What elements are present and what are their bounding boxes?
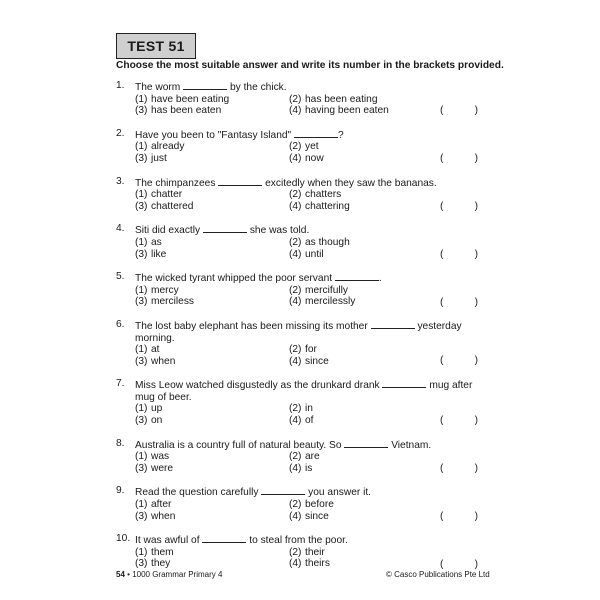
answer-option bbox=[289, 558, 439, 570]
option-number: (2) bbox=[289, 499, 302, 511]
answer-bracket[interactable] bbox=[440, 153, 478, 165]
option-text: on bbox=[151, 415, 163, 427]
answer-option bbox=[289, 237, 439, 249]
question-item bbox=[116, 176, 480, 213]
bracket-close: ) bbox=[474, 510, 478, 522]
answer-option bbox=[135, 511, 289, 523]
question-item bbox=[116, 223, 480, 260]
question-number: 3. bbox=[116, 175, 125, 187]
option-number: (2) bbox=[289, 344, 302, 356]
question-stem bbox=[135, 80, 480, 94]
question-stem bbox=[135, 176, 480, 190]
answer-option bbox=[289, 105, 439, 117]
bracket-open: ( bbox=[440, 153, 444, 165]
bracket-open: ( bbox=[440, 510, 444, 522]
bracket-close: ) bbox=[474, 200, 478, 212]
answer-option bbox=[289, 403, 439, 415]
answer-option bbox=[135, 463, 289, 475]
question-number: 4. bbox=[116, 223, 125, 235]
option-number: (3) bbox=[135, 558, 148, 570]
option-text: have been eating bbox=[151, 93, 230, 105]
option-number: (1) bbox=[135, 236, 148, 248]
bracket-close: ) bbox=[474, 463, 478, 475]
answer-bracket[interactable] bbox=[440, 559, 478, 571]
stem-text-before: The chimpanzees bbox=[135, 177, 216, 189]
option-number: (4) bbox=[289, 355, 302, 367]
option-text: has been eaten bbox=[151, 105, 222, 117]
option-text: has been eating bbox=[305, 93, 378, 105]
question-number: 7. bbox=[116, 378, 125, 390]
bracket-close: ) bbox=[474, 355, 478, 367]
bracket-open: ( bbox=[440, 296, 444, 308]
answer-options bbox=[135, 547, 480, 570]
answer-option bbox=[135, 201, 289, 213]
bracket-close: ) bbox=[474, 105, 478, 117]
option-number: (4) bbox=[289, 510, 302, 522]
answer-option bbox=[289, 249, 439, 261]
option-text: in bbox=[305, 403, 313, 415]
answer-option bbox=[289, 94, 439, 106]
bracket-close: ) bbox=[474, 296, 478, 308]
option-text: chatter bbox=[151, 189, 183, 201]
answer-options bbox=[135, 451, 480, 474]
question-item bbox=[116, 319, 480, 367]
question-list bbox=[116, 80, 480, 570]
answer-blank bbox=[202, 533, 246, 543]
question-stem bbox=[135, 271, 480, 285]
option-number: (3) bbox=[135, 355, 148, 367]
answer-blank bbox=[218, 176, 262, 186]
option-number: (4) bbox=[289, 105, 302, 117]
answer-option bbox=[135, 141, 289, 153]
question-stem bbox=[135, 533, 480, 547]
answer-blank bbox=[371, 319, 415, 329]
answer-options bbox=[135, 403, 480, 426]
bracket-open: ( bbox=[440, 248, 444, 260]
answer-blank bbox=[203, 223, 247, 233]
answer-blank bbox=[261, 485, 305, 495]
bracket-open: ( bbox=[440, 200, 444, 212]
option-number: (3) bbox=[135, 248, 148, 260]
answer-option bbox=[289, 511, 439, 523]
stem-text-continued: mug of beer. bbox=[135, 391, 192, 403]
option-text: chattered bbox=[151, 200, 194, 212]
answer-option bbox=[135, 344, 289, 356]
option-text: was bbox=[151, 451, 170, 463]
option-text: when bbox=[151, 510, 176, 522]
answer-option bbox=[135, 403, 289, 415]
option-text: already bbox=[151, 141, 185, 153]
option-number: (1) bbox=[135, 141, 148, 153]
stem-text-before: The worm bbox=[135, 82, 181, 93]
option-text: just bbox=[151, 152, 167, 164]
option-number: (3) bbox=[135, 510, 148, 522]
answer-option bbox=[135, 547, 289, 559]
option-text: at bbox=[151, 344, 160, 356]
stem-text-after: Vietnam. bbox=[391, 439, 432, 451]
bracket-open: ( bbox=[440, 414, 444, 426]
option-text: until bbox=[305, 248, 324, 260]
instruction-text: Choose the most suitable answer and write its number in the brackets provided. bbox=[116, 60, 504, 71]
option-text: is bbox=[305, 462, 313, 474]
option-text: chatters bbox=[305, 189, 342, 201]
answer-bracket[interactable] bbox=[440, 415, 478, 427]
answer-option bbox=[289, 201, 439, 213]
stem-text-after: . bbox=[378, 273, 382, 285]
answer-blank bbox=[183, 80, 227, 90]
option-number: (3) bbox=[135, 152, 148, 164]
option-text: chattering bbox=[305, 200, 350, 212]
bracket-open: ( bbox=[440, 355, 444, 367]
answer-option bbox=[135, 249, 289, 261]
stem-text-before: It was awful of bbox=[135, 535, 200, 547]
answer-option bbox=[135, 237, 289, 249]
option-number: (4) bbox=[289, 462, 302, 474]
question-number: 10. bbox=[116, 533, 131, 545]
answer-options bbox=[135, 499, 480, 522]
stem-text-before: Siti did exactly bbox=[135, 225, 201, 237]
option-text: mercilessly bbox=[305, 296, 356, 308]
option-text: for bbox=[305, 344, 317, 356]
option-number: (1) bbox=[135, 189, 148, 201]
option-text: them bbox=[151, 546, 174, 558]
answer-options bbox=[135, 285, 480, 308]
question-item bbox=[116, 128, 480, 165]
option-number: (1) bbox=[135, 499, 148, 511]
stem-text-continued: morning. bbox=[135, 332, 175, 344]
question-number: 6. bbox=[116, 318, 125, 330]
stem-text-after: excitedly when they saw the bananas. bbox=[265, 177, 437, 189]
question-number: 8. bbox=[116, 437, 125, 449]
option-text: having been eaten bbox=[305, 105, 389, 117]
bracket-open: ( bbox=[440, 105, 444, 117]
option-text: like bbox=[151, 248, 167, 260]
answer-option bbox=[289, 153, 439, 165]
bracket-close: ) bbox=[474, 248, 478, 260]
answer-bracket[interactable] bbox=[440, 249, 478, 261]
option-text: when bbox=[151, 355, 176, 367]
copyright-notice: © Casco Publications Pte Ltd bbox=[386, 570, 490, 579]
answer-option bbox=[289, 547, 439, 559]
book-title: 1000 Grammar Primary 4 bbox=[132, 570, 223, 579]
option-number: (1) bbox=[135, 344, 148, 356]
option-number: (4) bbox=[289, 248, 302, 260]
bracket-close: ) bbox=[474, 558, 478, 570]
option-text: their bbox=[305, 546, 325, 558]
answer-option bbox=[135, 105, 289, 117]
option-text: up bbox=[151, 403, 163, 415]
option-number: (2) bbox=[289, 546, 302, 558]
option-number: (3) bbox=[135, 415, 148, 427]
test-title: TEST 51 bbox=[127, 38, 185, 54]
answer-options bbox=[135, 189, 480, 212]
answer-blank bbox=[344, 438, 388, 448]
question-number: 2. bbox=[116, 127, 125, 139]
option-number: (1) bbox=[135, 93, 148, 105]
stem-text-before: Australia is a country full of natural beauty. So bbox=[135, 439, 342, 451]
bracket-close: ) bbox=[474, 153, 478, 165]
footer-bullet: • bbox=[127, 570, 130, 579]
option-text: as bbox=[151, 236, 162, 248]
question-stem bbox=[135, 485, 480, 499]
question-item bbox=[116, 378, 480, 426]
answer-option bbox=[289, 189, 439, 201]
answer-option bbox=[135, 356, 289, 368]
option-number: (4) bbox=[289, 296, 302, 308]
bracket-close: ) bbox=[474, 414, 478, 426]
option-number: (1) bbox=[135, 451, 148, 463]
question-stem bbox=[135, 223, 480, 237]
answer-option bbox=[289, 356, 439, 368]
option-text: were bbox=[151, 462, 174, 474]
answer-option bbox=[135, 153, 289, 165]
option-number: (2) bbox=[289, 451, 302, 463]
stem-text-after: to steal from the poor. bbox=[249, 535, 348, 547]
option-number: (2) bbox=[289, 93, 302, 105]
answer-bracket[interactable] bbox=[440, 463, 478, 475]
answer-option bbox=[289, 296, 439, 308]
footer-book-info bbox=[116, 570, 222, 579]
option-number: (2) bbox=[289, 189, 302, 201]
option-number: (1) bbox=[135, 546, 148, 558]
option-number: (2) bbox=[289, 141, 302, 153]
answer-bracket[interactable] bbox=[440, 511, 478, 523]
option-number: (4) bbox=[289, 558, 302, 570]
option-number: (3) bbox=[135, 296, 148, 308]
answer-blank bbox=[382, 378, 426, 388]
answer-options bbox=[135, 344, 480, 367]
stem-text-after: you answer it. bbox=[308, 487, 372, 499]
question-number: 5. bbox=[116, 271, 125, 283]
answer-option bbox=[289, 499, 439, 511]
option-text: mercy bbox=[151, 284, 179, 296]
answer-options bbox=[135, 237, 480, 260]
option-number: (4) bbox=[289, 415, 302, 427]
answer-option bbox=[135, 296, 289, 308]
answer-option bbox=[135, 415, 289, 427]
option-text: yet bbox=[305, 141, 319, 153]
option-number: (2) bbox=[289, 403, 302, 415]
question-item bbox=[116, 80, 480, 117]
question-stem bbox=[135, 378, 480, 403]
answer-option bbox=[289, 141, 439, 153]
option-number: (4) bbox=[289, 200, 302, 212]
option-number: (3) bbox=[135, 105, 148, 117]
answer-option bbox=[289, 451, 439, 463]
question-item bbox=[116, 533, 480, 570]
stem-text-after: mug after bbox=[429, 380, 473, 392]
test-title-box bbox=[116, 33, 196, 59]
option-number: (4) bbox=[289, 152, 302, 164]
option-text: since bbox=[305, 355, 329, 367]
answer-options bbox=[135, 94, 480, 117]
option-number: (3) bbox=[135, 462, 148, 474]
option-text: as though bbox=[305, 236, 350, 248]
question-number: 9. bbox=[116, 485, 125, 497]
answer-option bbox=[135, 558, 289, 570]
answer-bracket[interactable] bbox=[440, 105, 478, 117]
bracket-open: ( bbox=[440, 558, 444, 570]
answer-option bbox=[135, 499, 289, 511]
answer-option bbox=[135, 189, 289, 201]
stem-text-after: yesterday bbox=[417, 320, 462, 332]
option-number: (2) bbox=[289, 284, 302, 296]
option-text: since bbox=[305, 510, 329, 522]
answer-option bbox=[289, 344, 439, 356]
option-text: they bbox=[151, 558, 171, 570]
question-stem bbox=[135, 438, 480, 452]
option-text: mercifully bbox=[305, 284, 349, 296]
option-text: now bbox=[305, 152, 324, 164]
answer-blank bbox=[335, 271, 379, 281]
option-text: of bbox=[305, 415, 314, 427]
stem-text-before: Miss Leow watched disgustedly as the drunkard drank bbox=[135, 380, 380, 392]
answer-option bbox=[135, 451, 289, 463]
stem-text-before: Have you been to "Fantasy Island" bbox=[135, 129, 292, 141]
stem-text-before: Read the question carefully bbox=[135, 487, 259, 499]
answer-option bbox=[289, 285, 439, 297]
option-text: before bbox=[305, 499, 334, 511]
stem-text-before: The wicked tyrant whipped the poor servant bbox=[135, 273, 333, 285]
question-number: 1. bbox=[116, 80, 125, 91]
answer-option bbox=[289, 463, 439, 475]
answer-options bbox=[135, 141, 480, 164]
answer-bracket[interactable] bbox=[440, 297, 478, 309]
option-text: after bbox=[151, 499, 172, 511]
answer-option bbox=[135, 94, 289, 106]
answer-option bbox=[289, 415, 439, 427]
option-number: (3) bbox=[135, 200, 148, 212]
question-stem bbox=[135, 128, 480, 142]
stem-text-after: she was told. bbox=[249, 225, 310, 237]
stem-text-after: by the chick. bbox=[229, 82, 287, 93]
option-number: (2) bbox=[289, 236, 302, 248]
option-text: are bbox=[305, 451, 320, 463]
question-item bbox=[116, 438, 480, 475]
option-text: theirs bbox=[305, 558, 330, 570]
question-item bbox=[116, 485, 480, 522]
bracket-open: ( bbox=[440, 463, 444, 475]
question-stem bbox=[135, 319, 480, 344]
answer-option bbox=[135, 285, 289, 297]
page-number: 54 bbox=[116, 570, 125, 579]
question-item bbox=[116, 271, 480, 308]
stem-text-after: ? bbox=[338, 129, 344, 141]
option-number: (1) bbox=[135, 403, 148, 415]
option-number: (1) bbox=[135, 284, 148, 296]
answer-bracket[interactable] bbox=[440, 355, 478, 367]
answer-bracket[interactable] bbox=[440, 201, 478, 213]
stem-text-before: The lost baby elephant has been missing its mother bbox=[135, 320, 368, 332]
option-text: merciless bbox=[151, 296, 195, 308]
answer-blank bbox=[294, 128, 338, 138]
